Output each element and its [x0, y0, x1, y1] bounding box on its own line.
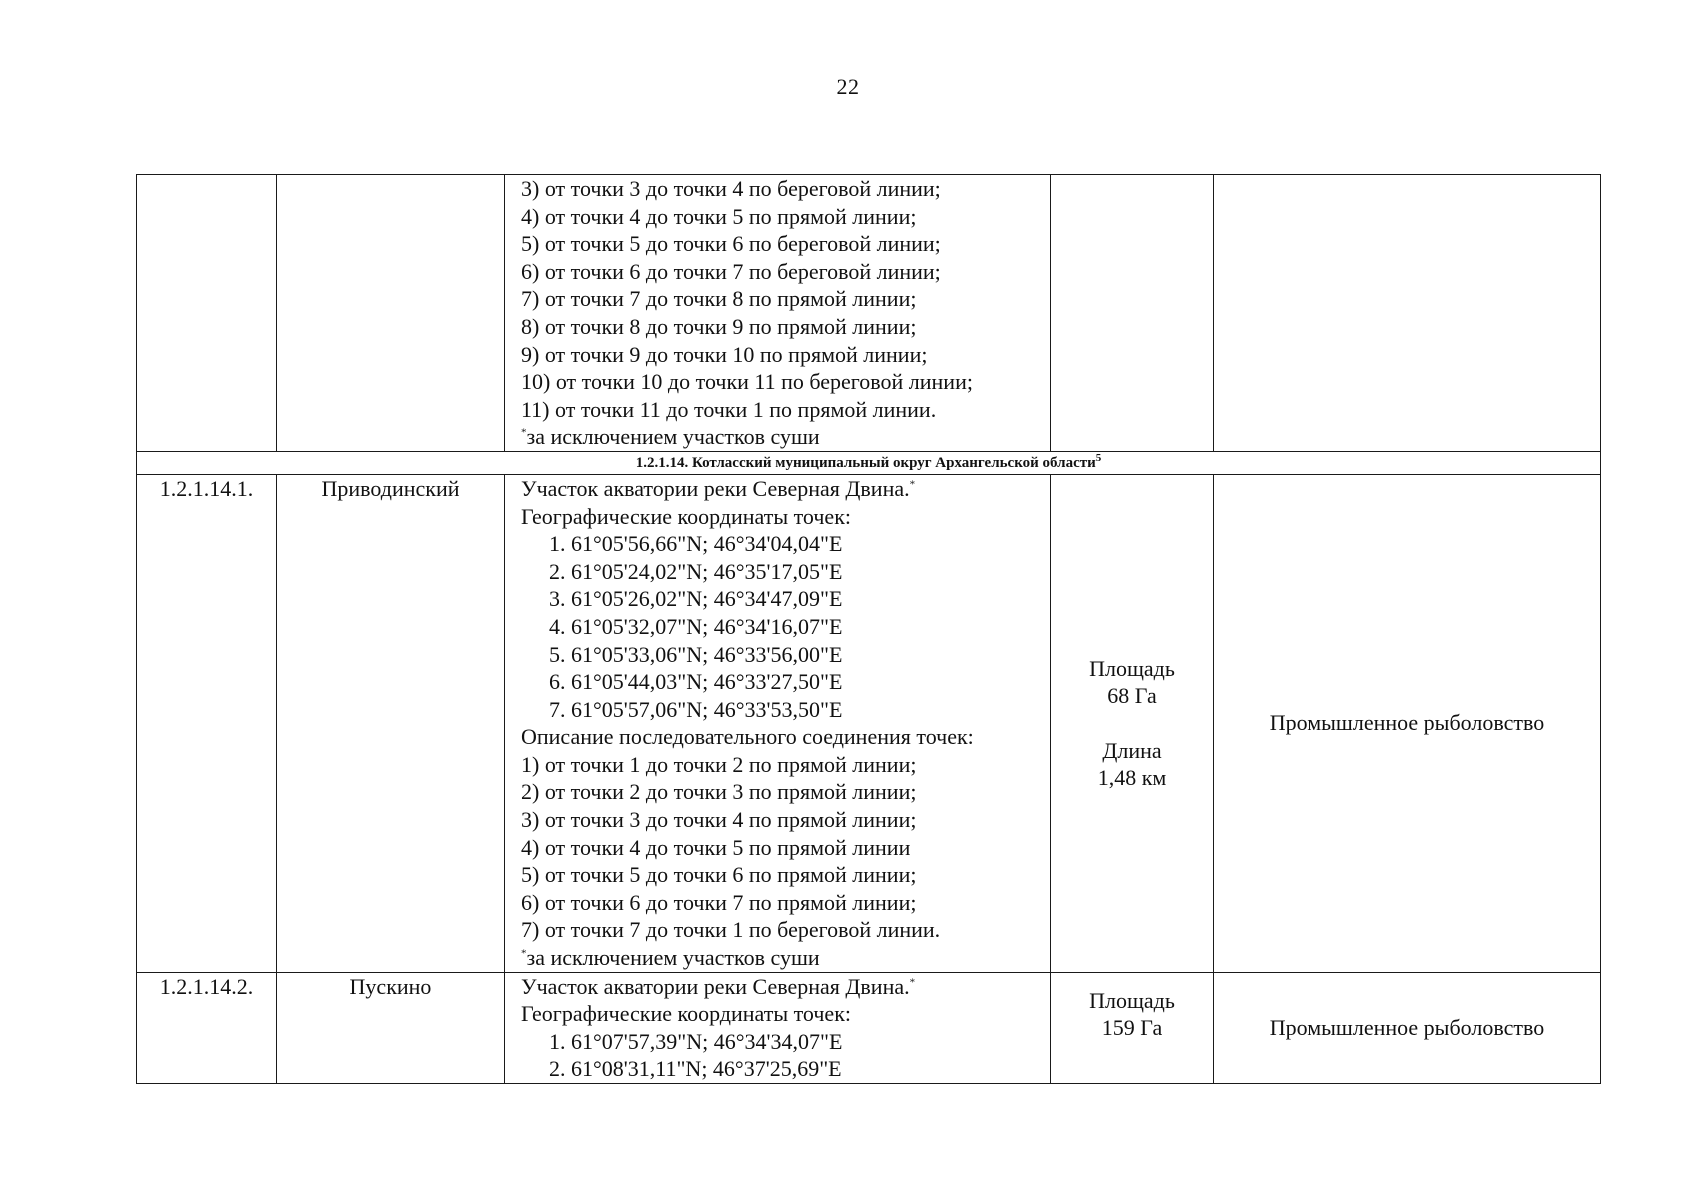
link-line: 7) от точки 7 до точки 1 по береговой линии. [521, 917, 941, 943]
section-heading [137, 451, 1601, 474]
footnote-mark: * [521, 947, 527, 960]
empty-cell [277, 175, 505, 452]
empty-cell [1214, 175, 1601, 452]
intro-line: Участок акватории реки Северная Двина.* [521, 973, 916, 999]
footnote-line [521, 423, 1044, 451]
site-size [1051, 972, 1214, 1083]
coordinate-point: 1. 61°07'57,39"N; 46°34'34,07"E [549, 1028, 843, 1054]
link-line: 5) от точки 5 до точки 6 по береговой линии; [521, 231, 941, 257]
site-use: Промышленное рыболовство [1214, 972, 1601, 1083]
footnote-mark: * [909, 976, 916, 989]
length-label: Длина [1102, 737, 1162, 763]
continuation-row [137, 175, 1601, 452]
link-line: 4) от точки 4 до точки 5 по прямой линии [521, 834, 911, 860]
link-line: 7) от точки 7 до точки 8 по прямой линии; [521, 286, 917, 312]
link-line: 3) от точки 3 до точки 4 по береговой линии; [521, 176, 941, 201]
site-name: Приводинский [277, 474, 505, 972]
site-name: Пускино [277, 972, 505, 1083]
area-label: Площадь [1089, 987, 1175, 1013]
link-line: 6) от точки 6 до точки 7 по береговой линии; [521, 258, 941, 284]
site-size [1051, 474, 1214, 972]
link-line: 9) от точки 9 до точки 10 по прямой линии; [521, 341, 928, 367]
coords-title: Географические координаты точек: [521, 1001, 851, 1027]
link-line: 3) от точки 3 до точки 4 по прямой линии; [521, 807, 917, 833]
registry-table [136, 174, 1601, 1084]
section-footnote-ref: 5 [1095, 451, 1102, 464]
site-description [505, 972, 1051, 1083]
page-number: 22 [836, 74, 860, 99]
coordinate-point: 7. 61°05'57,06"N; 46°33'53,50"E [549, 696, 843, 722]
coordinate-point: 6. 61°05'44,03"N; 46°33'27,50"E [549, 669, 843, 695]
link-line: 8) от точки 8 до точки 9 по прямой линии; [521, 313, 917, 339]
link-line: 4) от точки 4 до точки 5 по прямой линии; [521, 203, 917, 229]
footnote-mark: * [909, 478, 916, 491]
coordinate-point: 2. 61°05'24,02"N; 46°35'17,05"E [549, 558, 843, 584]
continuation-description [505, 175, 1051, 452]
coords-title: Географические координаты точек: [521, 503, 851, 529]
section-row [137, 451, 1601, 474]
link-line: 1) от точки 1 до точки 2 по прямой линии; [521, 751, 917, 777]
site-description [505, 474, 1051, 972]
links-title: Описание последовательного соединения точек: [521, 724, 974, 750]
footnote-text: за исключением участков суши [526, 945, 820, 971]
area-value: 159 Га [1101, 1015, 1163, 1041]
row-number: 1.2.1.14.1. [137, 474, 277, 972]
link-line: 2) от точки 2 до точки 3 по прямой линии; [521, 779, 917, 805]
length-value: 1,48 км [1097, 765, 1167, 791]
footnote-line [521, 944, 1044, 972]
table-row [137, 474, 1601, 972]
area-value: 68 Га [1107, 683, 1157, 709]
coordinate-point: 2. 61°08'31,11"N; 46°37'25,69"E [549, 1056, 842, 1082]
intro-line: Участок акватории реки Северная Двина.* [521, 475, 916, 501]
area-label: Площадь [1089, 655, 1175, 681]
coordinate-point: 1. 61°05'56,66"N; 46°34'04,04"E [549, 531, 843, 557]
link-line: 5) от точки 5 до точки 6 по прямой линии; [521, 862, 917, 888]
table-row [137, 972, 1601, 1083]
site-use: Промышленное рыболовство [1214, 474, 1601, 972]
coordinate-point: 4. 61°05'32,07"N; 46°34'16,07"E [549, 613, 843, 639]
link-line: 6) от точки 6 до точки 7 по прямой линии; [521, 889, 917, 915]
row-number: 1.2.1.14.2. [137, 972, 277, 1083]
coordinate-point: 5. 61°05'33,06"N; 46°33'56,00"E [549, 641, 843, 667]
link-line: 10) от точки 10 до точки 11 по береговой линии; [521, 369, 973, 395]
section-title: 1.2.1.14. Котласский муниципальный округ Архангельской области [635, 454, 1096, 471]
link-line: 11) от точки 11 до точки 1 по прямой линии. [521, 396, 937, 422]
empty-cell [1051, 175, 1214, 452]
coordinate-point: 3. 61°05'26,02"N; 46°34'47,09"E [549, 586, 843, 612]
footnote-text: за исключением участков суши [526, 424, 820, 450]
empty-cell [137, 175, 277, 452]
footnote-mark: * [521, 427, 527, 440]
